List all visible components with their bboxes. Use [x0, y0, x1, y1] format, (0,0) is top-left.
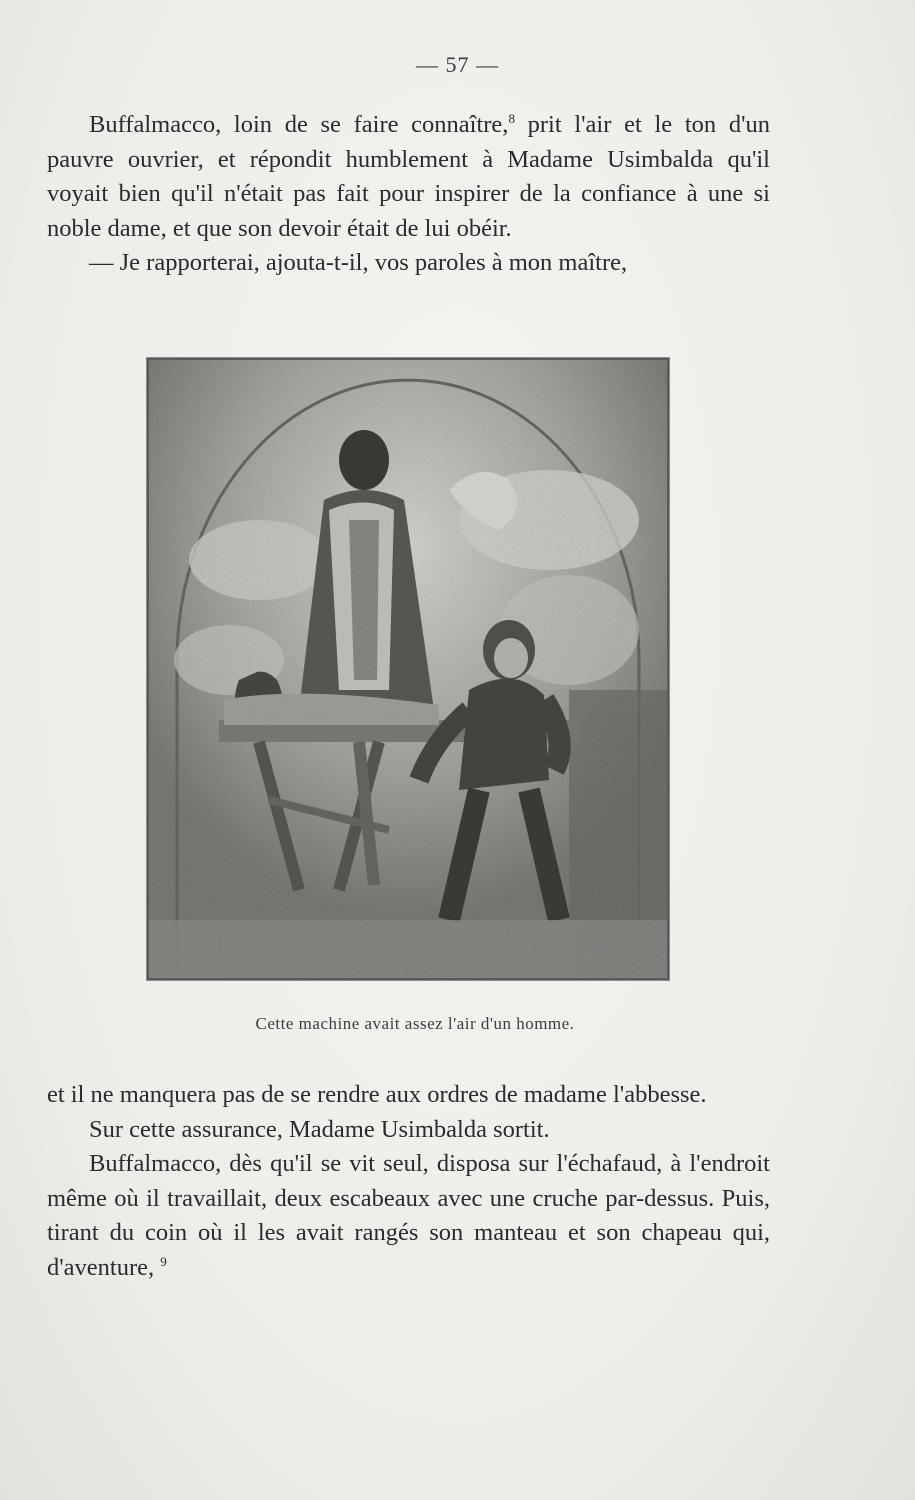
- footnote-marker: 9: [160, 1253, 167, 1269]
- paragraph: — Je rapporterai, ajouta-t-il, vos paroles à mon maître,: [89, 249, 628, 276]
- paragraph-text: prit l'air et le ton d'un pauvre ouvrier, et répondit humblement à Madame Usimbalda qu'il voyait bien qu'il n'était pas fait pour inspirer de la confiance à une si noble dame, et que son devoir était de lui obéir.: [47, 111, 770, 242]
- footnote-marker: 8: [508, 110, 515, 126]
- paragraph: [47, 108, 770, 246]
- illustration: [147, 358, 669, 980]
- illustration-drawing: [149, 360, 667, 978]
- paragraph-text: Buffalmacco, dès qu'il se vit seul, disposa sur l'échafaud, à l'endroit même où il travaillait, deux escabeaux avec une cruche par-dessus. Puis, tirant du coin où il les avait rangés son manteau et son chapeau qui, d'aventure,: [47, 1150, 770, 1281]
- top-text-block: [47, 108, 770, 281]
- paragraph: Sur cette assurance, Madame Usimbalda sortit.: [89, 1115, 550, 1143]
- paragraph-text: Buffalmacco, loin de se faire connaître,: [89, 111, 509, 138]
- figure-caption: Cette machine avait assez l'air d'un homme.: [255, 1014, 575, 1033]
- paragraph: et il ne manquera pas de se rendre aux ordres de madame l'abbesse.: [47, 1081, 707, 1108]
- page-number: — 57 —: [416, 52, 499, 77]
- paragraph: [47, 1147, 770, 1285]
- bottom-text-block: [47, 1078, 770, 1285]
